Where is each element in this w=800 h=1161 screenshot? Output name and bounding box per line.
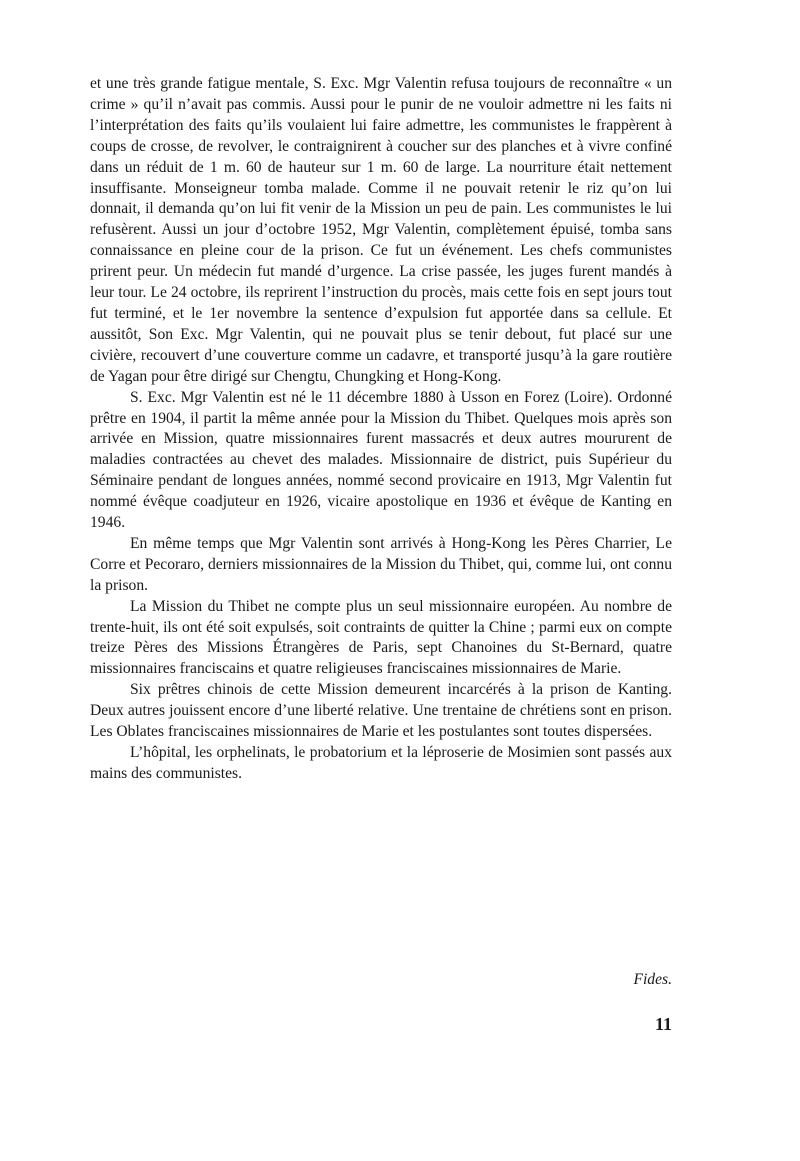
paragraph-4: La Mission du Thibet ne compte plus un seul missionnaire européen. Au nombre de trente-huit, ils ont été soit expulsés, soit contraints de quitter la Chine ; parmi eux on compte treize Pères des Missions Étrangères de Paris, sept Chanoines du St-Bernard, quatre missionnaires franciscains et quatre religieuses franciscaines missionnaires de Marie. (90, 597, 672, 678)
paragraph-5: Six prêtres chinois de cette Mission demeurent incarcérés à la prison de Kanting. Deux autres jouissent encore d’une liberté relative. Une trentaine de chrétiens sont en prison. Les Oblates franciscaines missionnaires de Marie et les postulantes sont toutes dispersées. (90, 681, 672, 741)
paragraph-1: et une très grande fatigue mentale, S. Exc. Mgr Valentin refusa toujours de reconnaître « un crime » qu’il n’avait pas commis. Aussi pour le punir de ne vouloir admettre ni les faits ni l’interprétation des faits qu’ils voulaient lui faire admettre, les communistes le frappèrent à coups de crosse, de revolver, le contraignirent à coucher sur des planches et à vivre confiné dans un réduit de 1 m. 60 de hauteur sur 1 m. 60 de large. La nourriture était nettement insuffisante. Monseigneur tomba malade. Comme il ne pouvait retenir le riz qu’on lui donnait, il demanda qu’on lui fit venir de la Mission un peu de pain. Les communistes le lui refusèrent. Aussi un jour d’octobre 1952, Mgr Valentin, complètement épuisé, tomba sans connaissance en pleine cour de la prison. Ce fut un événement. Les chefs communistes prirent peur. Un médecin fut mandé d’urgence. La crise passée, les juges furent mandés à leur tour. Le 24 octobre, ils reprirent l’instruction du procès, mais cette fois en sept jours tout fut terminé, et le 1er novembre la sentence d’expulsion fut apportée dans sa cellule. Et aussitôt, Son Exc. Mgr Valentin, qui ne pouvait plus se tenir debout, fut placé sur une civière, recouvert d’une couverture comme un cadavre, et transporté jusqu’à la gare routière de Yagan pour être dirigé sur Chengtu, Chungking et Hong-Kong. (90, 75, 672, 385)
paragraph-3: En même temps que Mgr Valentin sont arrivés à Hong-Kong les Pères Charrier, Le Corre et Pecoraro, derniers missionnaires de la Mission du Thibet, qui, comme lui, ont connu la prison. (90, 534, 672, 594)
paragraph-6: L’hôpital, les orphelinats, le probatorium et la léproserie de Mosimien sont passés aux mains des communistes. (90, 744, 672, 782)
page-number: 11 (654, 1014, 672, 1034)
signature: Fides. (633, 971, 672, 988)
paragraph-2: S. Exc. Mgr Valentin est né le 11 décembre 1880 à Usson en Forez (Loire). Ordonné prêtre en 1904, il partit la même année pour la Mission du Thibet. Quelques mois après son arrivée en Mission, quatre missionnaires furent massacrés et deux autres moururent de maladies contractées au chevet des malades. Missionnaire de district, puis Supérieur du Séminaire pendant de longues années, nommé second provicaire en 1913, Mgr Valentin fut nommé évêque coadjuteur en 1926, vicaire apostolique en 1936 et évêque de Kanting en 1946. (90, 388, 672, 532)
page-body (90, 74, 672, 785)
